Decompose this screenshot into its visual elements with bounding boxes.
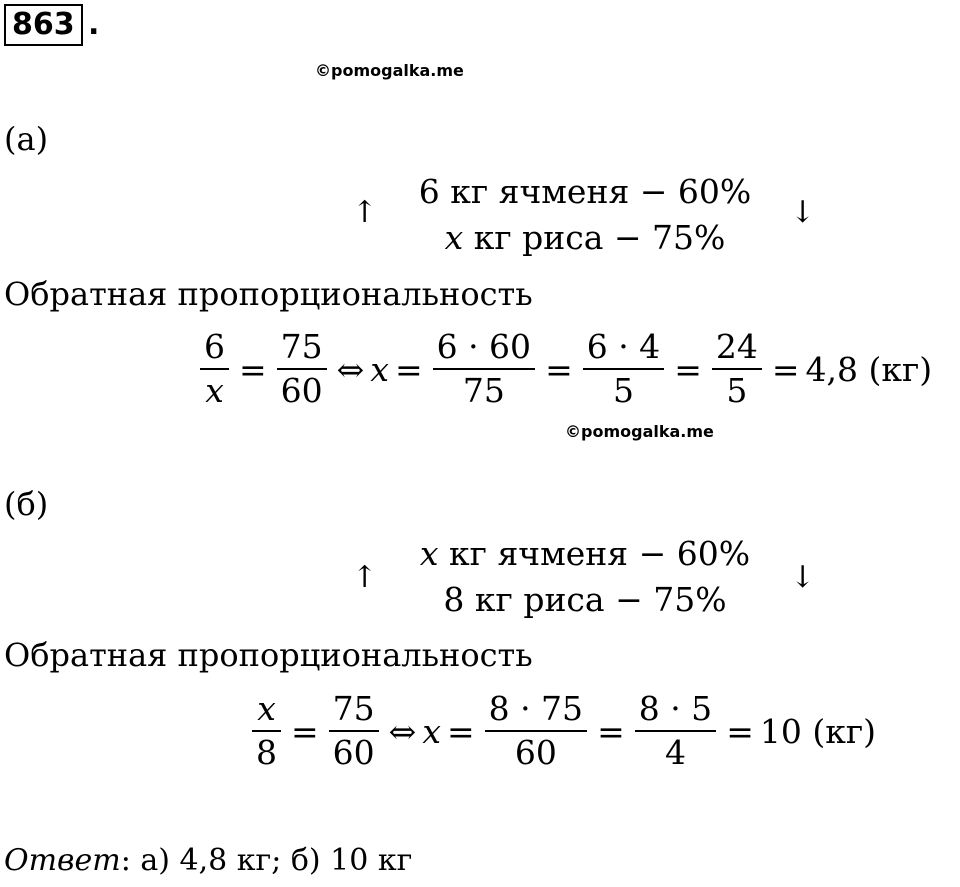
answer-line: Ответ: а) 4,8 кг; б) 10 кг — [4, 843, 413, 878]
part-a-condition-line-2 — [395, 218, 775, 257]
part-a-line2-text: кг риса − 75% — [463, 218, 726, 257]
part-a-fraction-5: $\frac{24}{5}$ — [712, 326, 762, 412]
part-a-fraction-4: $\frac{6 \cdot 4}{5}$ — [583, 326, 664, 412]
part-b-label: (б) — [4, 485, 49, 523]
problem-number-dot: . — [88, 7, 100, 42]
part-a-arrow-up: ↑ — [352, 195, 378, 230]
part-a-fraction-3: $\frac{6 \cdot 60}{75}$ — [433, 326, 535, 412]
problem-number: 863 — [4, 4, 83, 46]
part-b-line1-text: кг ячменя − 60% — [438, 534, 751, 573]
part-b-arrow-up: ↑ — [352, 560, 378, 595]
iff-symbol: ⇔ — [336, 349, 365, 389]
part-b-condition-line-1 — [395, 534, 775, 573]
answer-text: а) 4,8 кг; б) 10 кг — [130, 843, 413, 878]
part-a-equation: $\frac{6}{x}$ = $\frac{75}{60}$ ⇔ x = $\frac{6 \cdot 60}{75}$ = $\frac{6 \cdot 4}{5}$ = $\frac{24}{5}$ = 4,8 (кг) — [196, 326, 932, 412]
part-b-relation: Обратная пропорциональность — [4, 636, 533, 674]
part-a-label: (а) — [4, 120, 49, 158]
part-b-arrow-down: ↓ — [790, 560, 816, 595]
part-a-fraction-2: $\frac{75}{60}$ — [277, 326, 327, 412]
part-b-line2-value: 8 — [443, 580, 465, 619]
part-b-fraction-3: $\frac{8 \cdot 75}{60}$ — [485, 688, 587, 774]
part-a-line1-text: кг ячменя − 60% — [439, 172, 752, 211]
part-a-line2-variable: x — [444, 218, 464, 257]
part-a-arrow-down: ↓ — [790, 195, 816, 230]
part-a-result: 4,8 (кг) — [805, 349, 933, 389]
part-b-fraction-1: $\frac{x}{8}$ — [252, 688, 281, 774]
part-a-fraction-1: $\frac{6}{x}$ — [200, 326, 229, 412]
part-a-relation: Обратная пропорциональность — [4, 275, 533, 313]
part-a-line1-value: 6 — [418, 172, 440, 211]
answer-label: Ответ — [4, 843, 121, 878]
watermark-middle: ©pomogalka.me — [565, 422, 714, 441]
part-b-result: 10 (кг) — [759, 711, 876, 751]
part-b-condition-line-2 — [395, 580, 775, 619]
watermark-top: ©pomogalka.me — [315, 61, 464, 80]
part-b-fraction-4: $\frac{8 \cdot 5}{4}$ — [635, 688, 716, 774]
part-b-line2-text: кг риса − 75% — [464, 580, 727, 619]
part-b-equation: $\frac{x}{8}$ = $\frac{75}{60}$ ⇔ x = $\frac{8 \cdot 75}{60}$ = $\frac{8 \cdot 5}{4}$ = 10 (кг) — [248, 688, 876, 774]
part-b-fraction-2: $\frac{75}{60}$ — [329, 688, 379, 774]
iff-symbol: ⇔ — [388, 711, 417, 751]
part-b-line1-variable: x — [419, 534, 439, 573]
part-a-condition-line-1 — [395, 172, 775, 211]
